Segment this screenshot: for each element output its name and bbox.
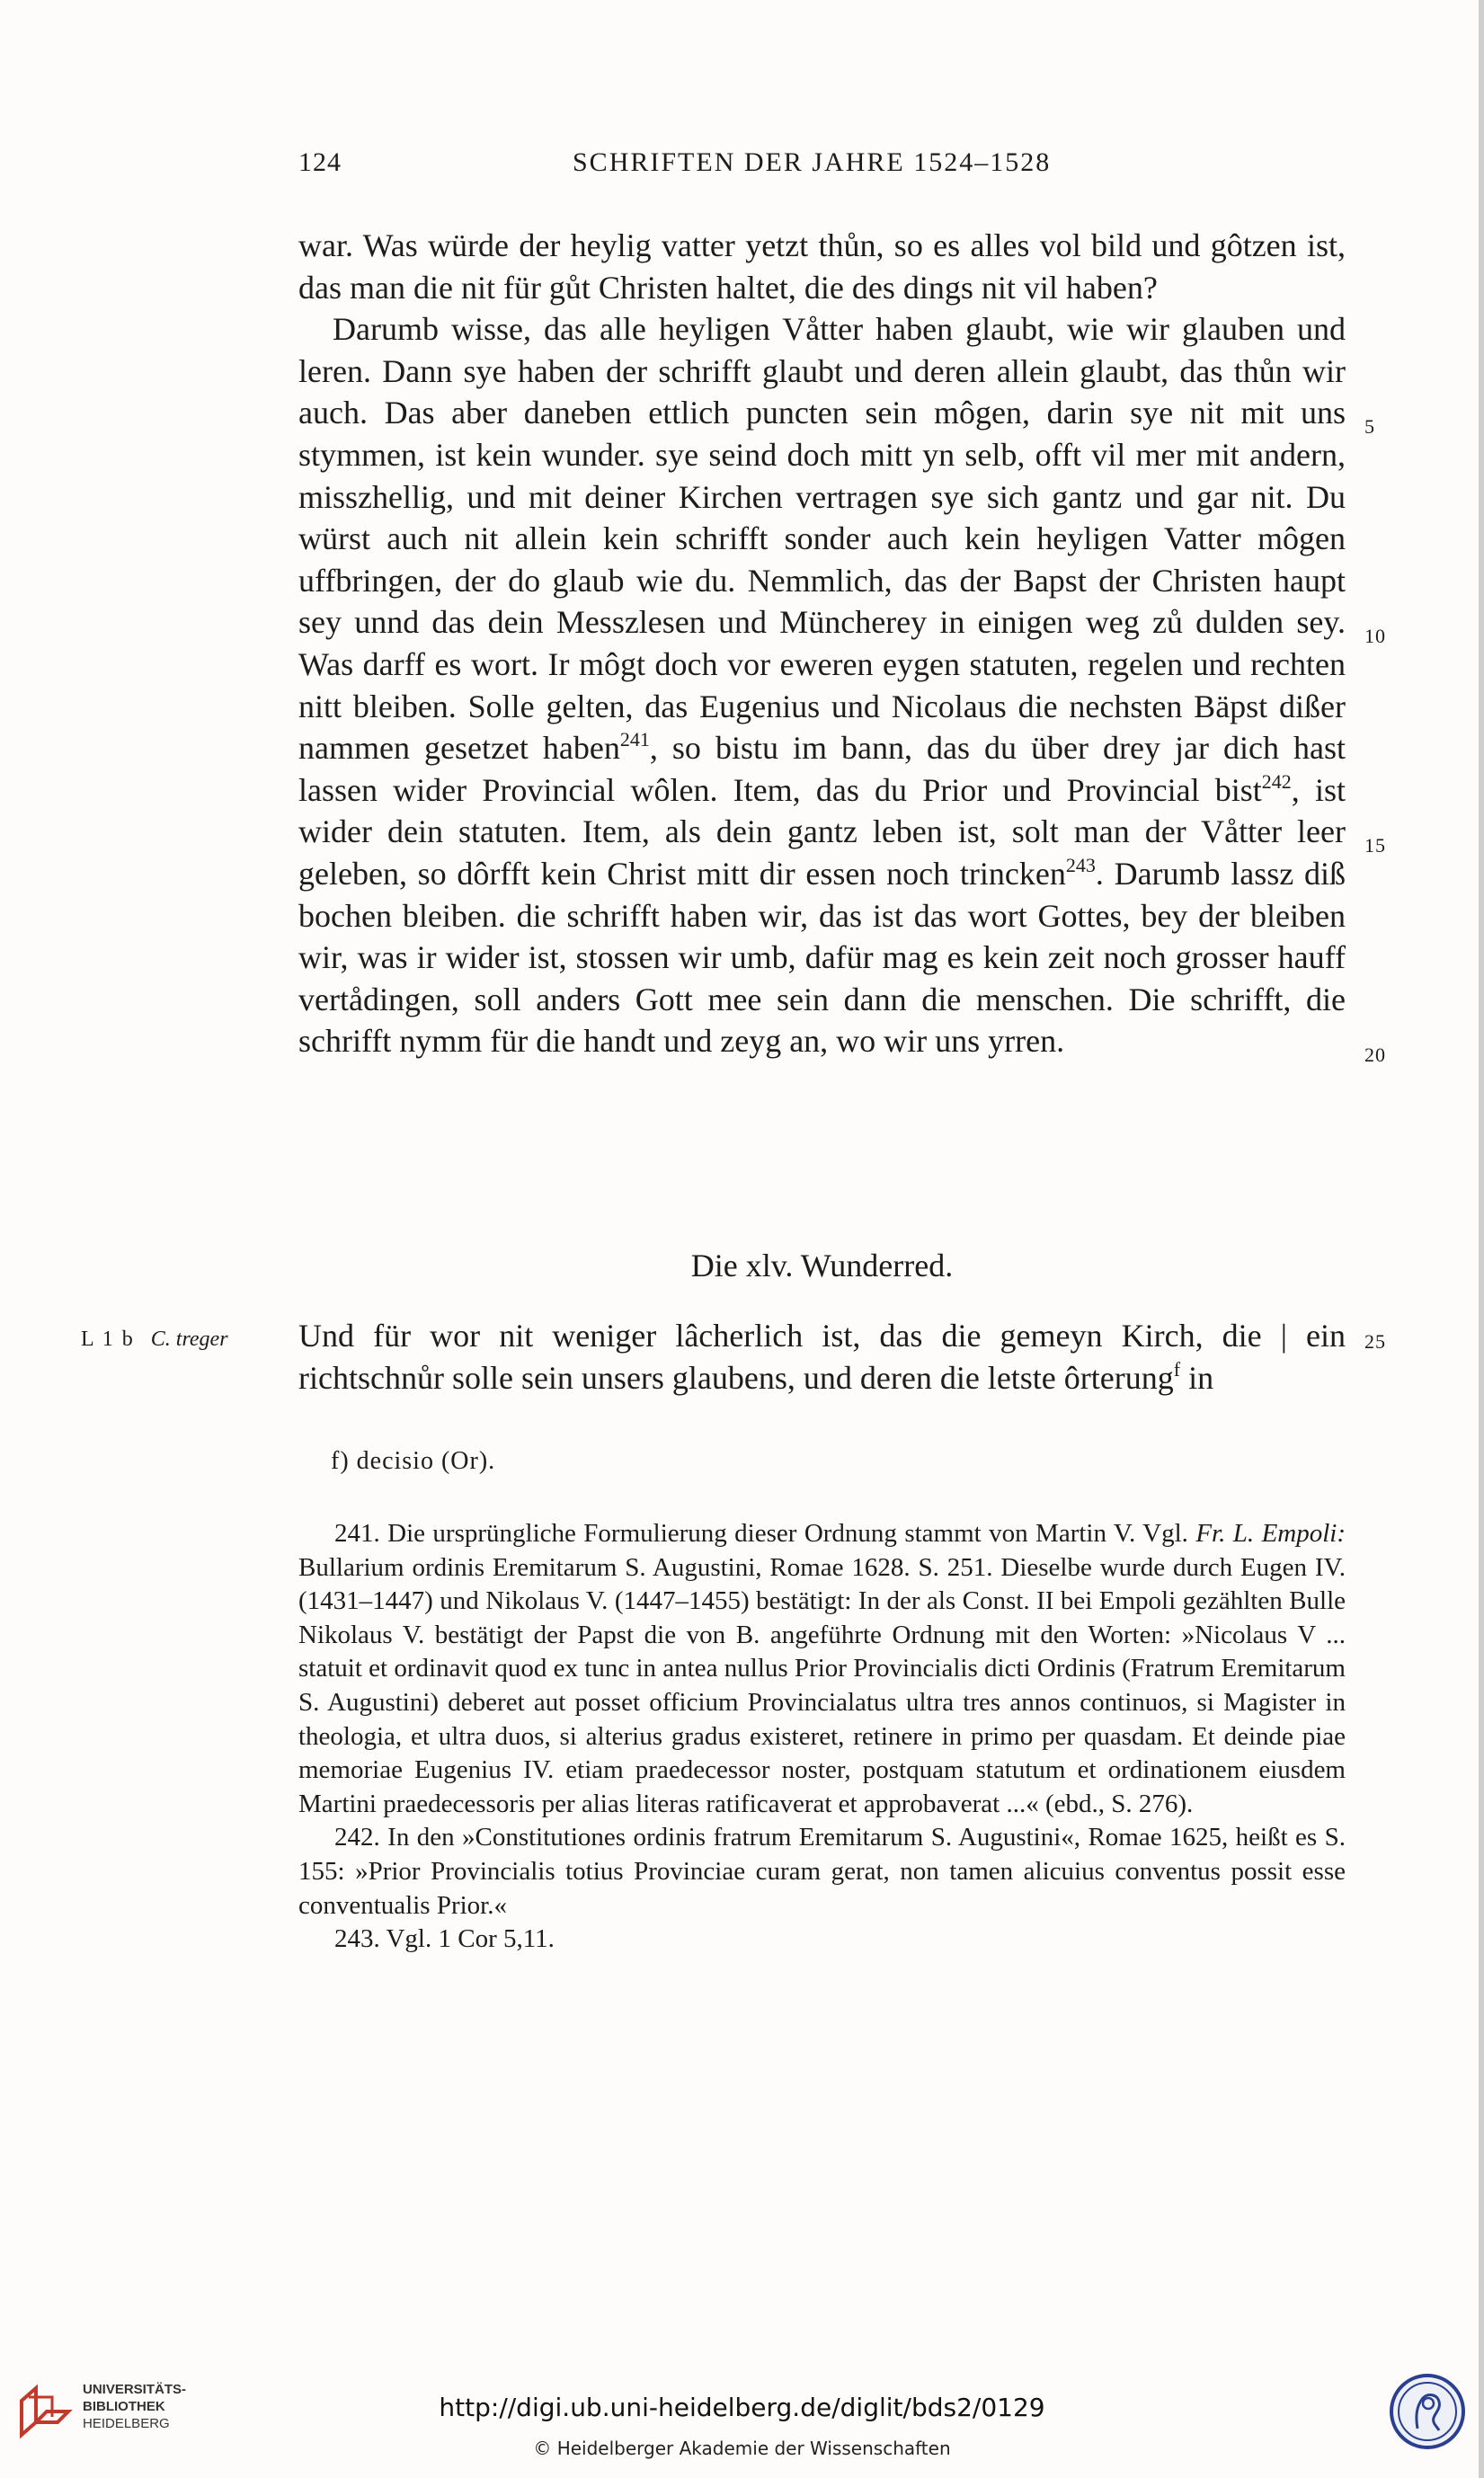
permalink[interactable]: http://digi.ub.uni-heidelberg.de/diglit/bds2/0129: [439, 2393, 1045, 2422]
footnote-243: 243. Vgl. 1 Cor 5,11.: [334, 1924, 555, 1954]
main-text-continued: [298, 1315, 1346, 1399]
paragraph-1: war. Was würde der heylig vatter yetzt thůn, so es alles vol bild und gôtzen ist, das man die nit für gůt Christen haltet, die des dings nit vil haben?: [298, 227, 1346, 306]
paragraph-3: [298, 1315, 1346, 1399]
line-number-20: 20: [1364, 1044, 1386, 1066]
line-number-25: 25: [1364, 1330, 1386, 1353]
footnote-ref-242[interactable]: 242: [1261, 769, 1292, 793]
paragraph-3-part-a: Und für wor nit weniger lâcherlich ist, das die gemeyn Kirch, die | ein richtschnůr solle sein unsers glaubens, und deren die letste ôrterung: [298, 1318, 1346, 1396]
paragraph-2-part-d: . Darumb lassz diß bochen bleiben. die schrifft haben wir, das ist das wort Gottes, bey der bleiben wir, was ir wider ist, stossen wir umb, dafür mag es kein zeit noch grosser hauff vertådingen, soll anders Gott mee sein dann die menschen. Die schrifft, die schrifft nymm für die handt und zeyg an, wo wir uns yrren.: [298, 855, 1346, 1060]
line-number-10: 10: [1364, 625, 1386, 647]
copyright-notice: © Heidelberger Akademie der Wissenschaften: [533, 2438, 951, 2459]
line-number-15: 15: [1364, 834, 1386, 857]
library-name-line-2: BIBLIOTHEK: [83, 2399, 165, 2414]
paragraph-2: [298, 308, 1346, 1062]
main-text: [298, 225, 1346, 1062]
footnote-241-text-a: 241. Die ursprüngliche Formulierung dieser Ordnung stammt von Martin V. Vgl.: [334, 1519, 1196, 1548]
section-heading: Die xlv. Wunderred.: [690, 1248, 954, 1283]
paragraph-2-part-c: , ist wider dein statuten. Item, als dein gantz leben ist, solt man der Våtter leer geleben, so dôrfft kein Christ mitt dir essen noch trincken: [298, 771, 1346, 892]
margin-note: [81, 1328, 228, 1352]
paragraph-2-part-b: , so bistu im bann, das du über drey jar dich hast lassen wider Provincial wôlen. Item, das du Prior und Provincial bist: [298, 730, 1346, 808]
apparatus-ref-f[interactable]: f: [1173, 1357, 1181, 1381]
critical-apparatus: f) decisio (Or).: [331, 1447, 496, 1475]
footnote-241: [298, 1517, 1346, 1821]
page-header: [298, 147, 1346, 191]
running-title: SCHRIFTEN DER JAHRE 1524–1528: [573, 147, 1052, 177]
folio-reference: L 1 b: [81, 1328, 135, 1351]
source-reference: C. treger: [150, 1328, 228, 1351]
footnote-241-text-b: Bullarium ordinis Eremitarum S. Augustini, Romae 1628. S. 251. Dieselbe wurde durch Eugen IV. (1431–1447) und Nikolaus V. (1447–1455) bestätigt: In der als Const. II bei Empoli gezählten Bulle Nikolaus V. bestätigt der Papst die von B. angeführte Ordnung mit den Worten: »Nicolaus V ... statuit et ordinavit quod ex tunc in antea nullus Prior Provincialis dicti Ordinis (Fratrum Eremitarum S. Augustini) deberet aut posset officium Provincialatus ultra tres annos continuos, si Magister in theologia, et ultra duos, si alterius gradus existeret, retinere in primo per quasdam. Et deinde piae memoriae Eugenius IV. etiam praedecessor noster, postquam statutum et ordinationem eiusdem Martini praedecessoris per alias literas ratificaverat et approbaverat ...« (ebd., S. 276).: [298, 1552, 1346, 1818]
library-name-line-3: HEIDELBERG: [83, 2416, 170, 2431]
library-name-line-1: UNIVERSITÄTS-: [83, 2382, 187, 2397]
paragraph-3-part-b: in: [1180, 1359, 1214, 1396]
page-number: 124: [298, 147, 342, 177]
footnote-ref-243[interactable]: 243: [1065, 853, 1096, 876]
line-number-5: 5: [1364, 415, 1375, 438]
footnotes: [298, 1517, 1346, 1957]
footer-url-line: [0, 2393, 1484, 2422]
footnote-241-author: Fr. L. Empoli:: [1195, 1519, 1346, 1548]
scan-edge: [1479, 0, 1484, 2478]
paragraph-2-part-a: Darumb wisse, das alle heyligen Våtter haben glaubt, wie wir glauben und leren. Dann sye haben der schrifft glaubt und deren allein glaubt, das thůn wir auch. Das aber daneben ettlich puncten sein môgen, darin sye nit mit uns stymmen, ist kein wunder. sye seind doch mitt yn selb, offt vil mer mit andern, misszhellig, und mit deiner Kirchen vertragen sye sich gantz und gar nit. Du würst auch nit allein kein schrifft sonder auch kein heyligen Vatter môgen uffbringen, der do glaub wie du. Nemmlich, das der Bapst der Christen haupt sey unnd das dein Messzlesen und Müncherey in einigen weg zů dulden sey. Was darff es wort. Ir môgt doch vor eweren eygen statuten, regelen und rechten nitt bleiben. Solle gelten, das Eugenius und Nicolaus die nechsten Bäpst dißer nammen gesetzet haben: [298, 311, 1346, 767]
footnote-ref-241[interactable]: 241: [619, 728, 650, 751]
academy-seal-icon[interactable]: [1389, 2373, 1466, 2450]
footnote-242: 242. In den »Constitutiones ordinis fratrum Eremitarum S. Augustini«, Romae 1625, heißt es S. 155: »Prior Provincialis totius Provinciae curam gerat, non tamen alicuius conventus possit esse conventualis Prior.«: [298, 1823, 1346, 1920]
